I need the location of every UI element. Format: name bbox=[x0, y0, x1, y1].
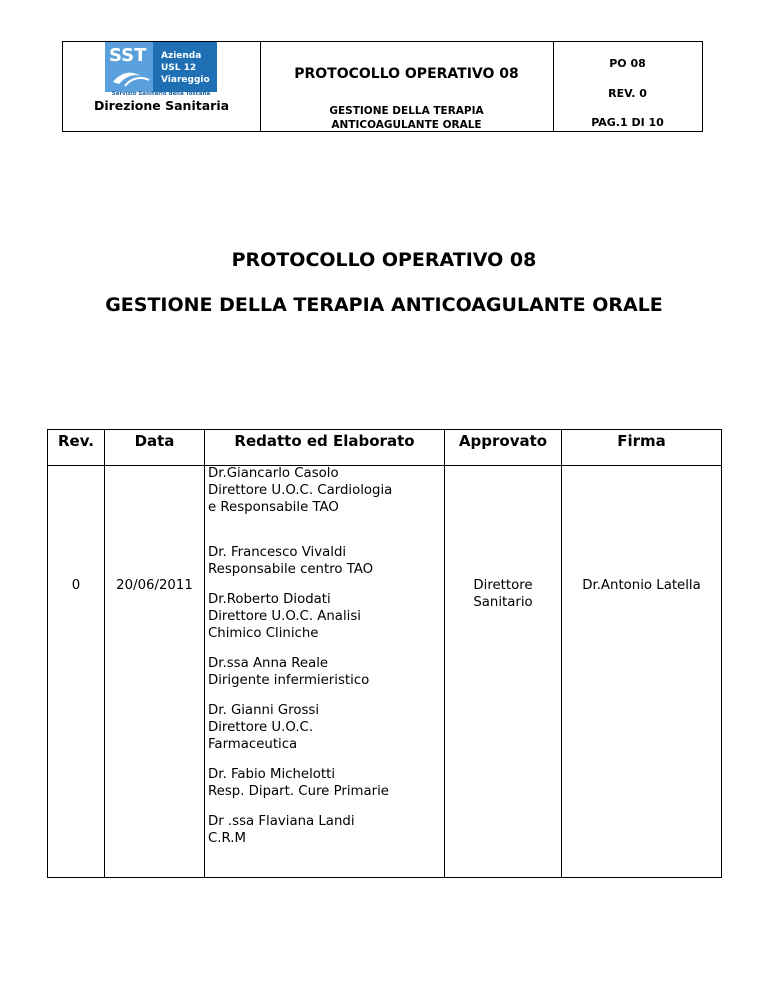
header-logo-cell bbox=[63, 42, 261, 131]
revision-table bbox=[47, 429, 722, 878]
logo-tagline: Servizio Sanitario della Toscana bbox=[111, 91, 211, 97]
header-rev: Rev. bbox=[58, 432, 94, 450]
page-number: PAG.1 DI 10 bbox=[591, 116, 664, 129]
revision-number: REV. 0 bbox=[608, 87, 647, 100]
header-title: PROTOCOLLO OPERATIVO 08 bbox=[294, 66, 519, 82]
approved-line2: Sanitario bbox=[473, 595, 533, 610]
header-authors: Redatto ed Elaborato bbox=[234, 432, 415, 450]
header-subtitle-line1: GESTIONE DELLA TERAPIA bbox=[329, 105, 484, 117]
header-approved: Approvato bbox=[458, 432, 548, 450]
date-value: 20/06/2011 bbox=[116, 578, 193, 593]
svg-text:USL 12: USL 12 bbox=[161, 63, 197, 73]
header-subtitle-line2: ANTICOAGULANTE ORALE bbox=[331, 119, 482, 131]
header-title-cell bbox=[260, 42, 554, 131]
author-entry: Dr. Francesco Vivaldi Responsabile centro TAO bbox=[208, 545, 374, 577]
author-entry: Dr. Gianni Grossi Direttore U.O.C. Farmaceutica bbox=[208, 703, 320, 752]
rev-value: 0 bbox=[71, 578, 81, 593]
document-header bbox=[62, 41, 703, 132]
document-title: PROTOCOLLO OPERATIVO 08 bbox=[231, 249, 537, 271]
author-entry: Dr.Giancarlo Casolo Direttore U.O.C. Cardiologia e Responsabile TAO bbox=[208, 466, 393, 515]
approved-line1: Direttore bbox=[473, 578, 533, 593]
author-entry: Dr. Fabio Michelotti Resp. Dipart. Cure Primarie bbox=[208, 767, 389, 799]
author-entry: Dr .ssa Flaviana Landi C.R.M bbox=[208, 814, 355, 846]
header-subtitle bbox=[260, 104, 553, 132]
signature-value: Dr.Antonio Latella bbox=[582, 578, 701, 593]
header-info-cell bbox=[553, 42, 702, 131]
svg-text:Viareggio: Viareggio bbox=[161, 75, 210, 85]
header-signature: Firma bbox=[617, 432, 666, 450]
document-code: PO 08 bbox=[609, 57, 646, 70]
header-date: Data bbox=[134, 432, 175, 450]
svg-text:Azienda: Azienda bbox=[161, 51, 202, 61]
author-entry: Dr.ssa Anna Reale Dirigente infermieristico bbox=[208, 656, 370, 688]
svg-text:SST: SST bbox=[109, 45, 147, 66]
document-subtitle: GESTIONE DELLA TERAPIA ANTICOAGULANTE ORALE bbox=[105, 294, 663, 316]
department-name: Direzione Sanitaria bbox=[93, 98, 230, 113]
author-entry: Dr.Roberto Diodati Direttore U.O.C. Analisi Chimico Cliniche bbox=[208, 592, 361, 641]
approved-value bbox=[445, 577, 561, 611]
